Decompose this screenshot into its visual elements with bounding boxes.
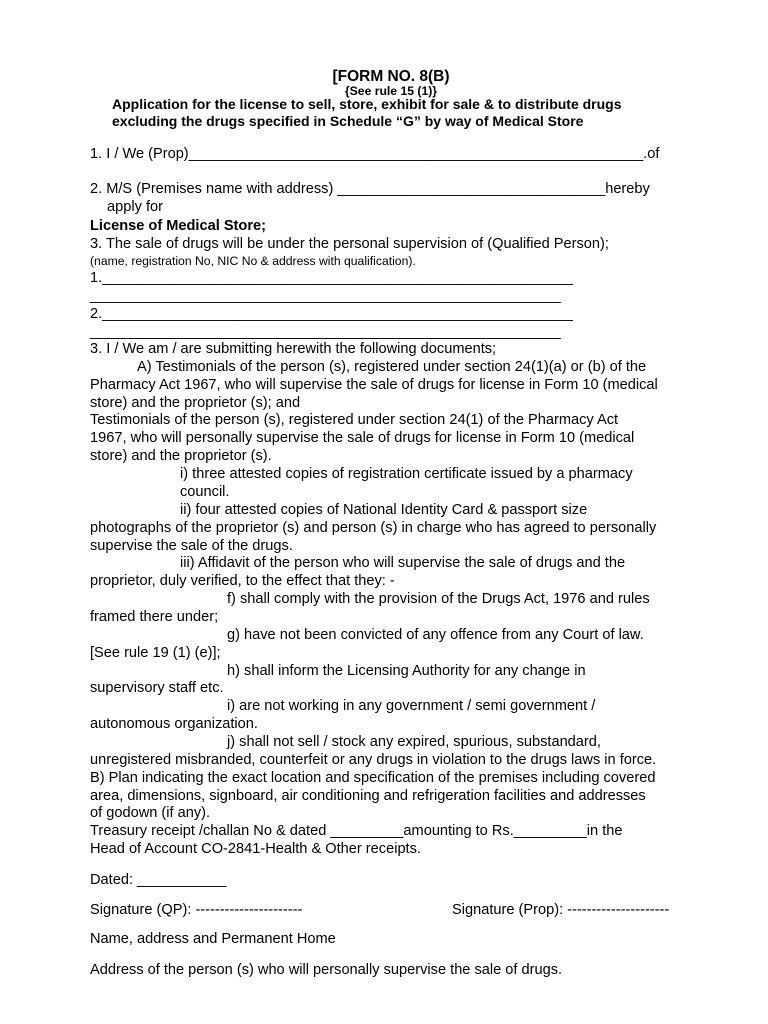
- qualified-person-2-continuation-line: __________________________________________________________: [90, 324, 561, 340]
- premises-line: 2. M/S (Premises name with address) _________________________________hereby: [90, 181, 650, 197]
- signature-qp-field: Signature (QP): ----------------------: [90, 902, 303, 918]
- testimonials-line-1: Testimonials of the person (s), registered under section 24(1) of the Pharmacy Act: [90, 412, 619, 428]
- testimonials-line-3: store) and the proprietor (s).: [90, 448, 272, 464]
- clause-f-line-2: framed there under;: [90, 609, 219, 625]
- supervision-statement: 3. The sale of drugs will be under the personal supervision of (Qualified Person);: [90, 236, 609, 252]
- applicant-name-line: 1. I / We (Prop)________________________________________________________.of: [90, 146, 660, 162]
- paragraph-b-line-1: B) Plan indicating the exact location and specification of the premises including covered: [90, 770, 656, 786]
- dated-field: Dated: ___________: [90, 872, 227, 888]
- treasury-receipt-line-2: Head of Account CO-2841-Health & Other receipts.: [90, 841, 421, 857]
- supervisor-address-label: Address of the person (s) who will personally supervise the sale of drugs.: [90, 962, 563, 978]
- qualified-person-1-line: 1.__________________________________________________________: [90, 270, 573, 286]
- rule-reference: {See rule 15 (1)}: [344, 84, 438, 98]
- form-title: [FORM NO. 8(B): [332, 68, 450, 85]
- item-ii-line-3: supervise the sale of the drugs.: [90, 538, 293, 554]
- apply-for-text: apply for: [107, 199, 163, 215]
- item-iii-line-1: iii) Affidavit of the person who will supervise the sale of drugs and the: [180, 555, 626, 571]
- paragraph-b-line-2: area, dimensions, signboard, air conditioning and refrigeration facilities and addresses: [90, 788, 646, 804]
- paragraph-a-line-3: store) and the proprietor (s); and: [90, 395, 301, 411]
- item-i-line-2: council.: [180, 484, 230, 500]
- documents-intro: 3. I / We am / are submitting herewith the following documents;: [90, 341, 497, 357]
- clause-h-line-2: supervisory staff etc.: [90, 680, 224, 696]
- name-address-label: Name, address and Permanent Home: [90, 931, 336, 947]
- form-heading-line-2: excluding the drugs specified in Schedule “G” by way of Medical Store: [112, 113, 584, 129]
- testimonials-line-2: 1967, who will personally supervise the sale of drugs for license in Form 10 (medical: [90, 430, 635, 446]
- paragraph-b-line-3: of godown (if any).: [90, 805, 211, 821]
- item-iii-line-2: proprietor, duly verified, to the effect that they: -: [90, 573, 395, 589]
- clause-j-line-2: unregistered misbranded, counterfeit or any drugs in violation to the drugs laws in force.: [90, 752, 657, 768]
- qualified-person-1-continuation-line: __________________________________________________________: [90, 288, 561, 304]
- item-ii-line-2: photographs of the proprietor (s) and person (s) in charge who has agreed to personally: [90, 520, 657, 536]
- clause-j-line-1: j) shall not sell / stock any expired, spurious, substandard,: [227, 734, 601, 750]
- clause-i-line-1: i) are not working in any government / semi government /: [227, 698, 596, 714]
- signature-prop-field: Signature (Prop): ---------------------: [452, 902, 670, 918]
- item-ii-line-1: ii) four attested copies of National Identity Card & passport size: [180, 502, 588, 518]
- clause-g-line-2: [See rule 19 (1) (e)];: [90, 645, 221, 661]
- clause-g-line-1: g) have not been convicted of any offence from any Court of law.: [227, 627, 644, 643]
- treasury-receipt-line-1: Treasury receipt /challan No & dated _________amounting to Rs._________in the: [90, 823, 623, 839]
- item-i-line-1: i) three attested copies of registration certificate issued by a pharmacy: [180, 466, 633, 482]
- qualified-person-2-line: 2.__________________________________________________________: [90, 306, 573, 322]
- clause-i-line-2: autonomous organization.: [90, 716, 258, 732]
- paragraph-a-line-2: Pharmacy Act 1967, who will supervise the sale of drugs for license in Form 10 (medical: [90, 377, 658, 393]
- clause-f-line-1: f) shall comply with the provision of the Drugs Act, 1976 and rules: [227, 591, 650, 607]
- form-heading-line-1: Application for the license to sell, store, exhibit for sale & to distribute drugs: [112, 96, 622, 112]
- license-type-heading: License of Medical Store;: [90, 218, 266, 234]
- qualified-person-details-note: (name, registration No, NIC No & address with qualification).: [90, 254, 416, 268]
- clause-h-line-1: h) shall inform the Licensing Authority for any change in: [227, 663, 586, 679]
- paragraph-a-line-1: A) Testimonials of the person (s), registered under section 24(1)(a) or (b) of the: [137, 359, 647, 375]
